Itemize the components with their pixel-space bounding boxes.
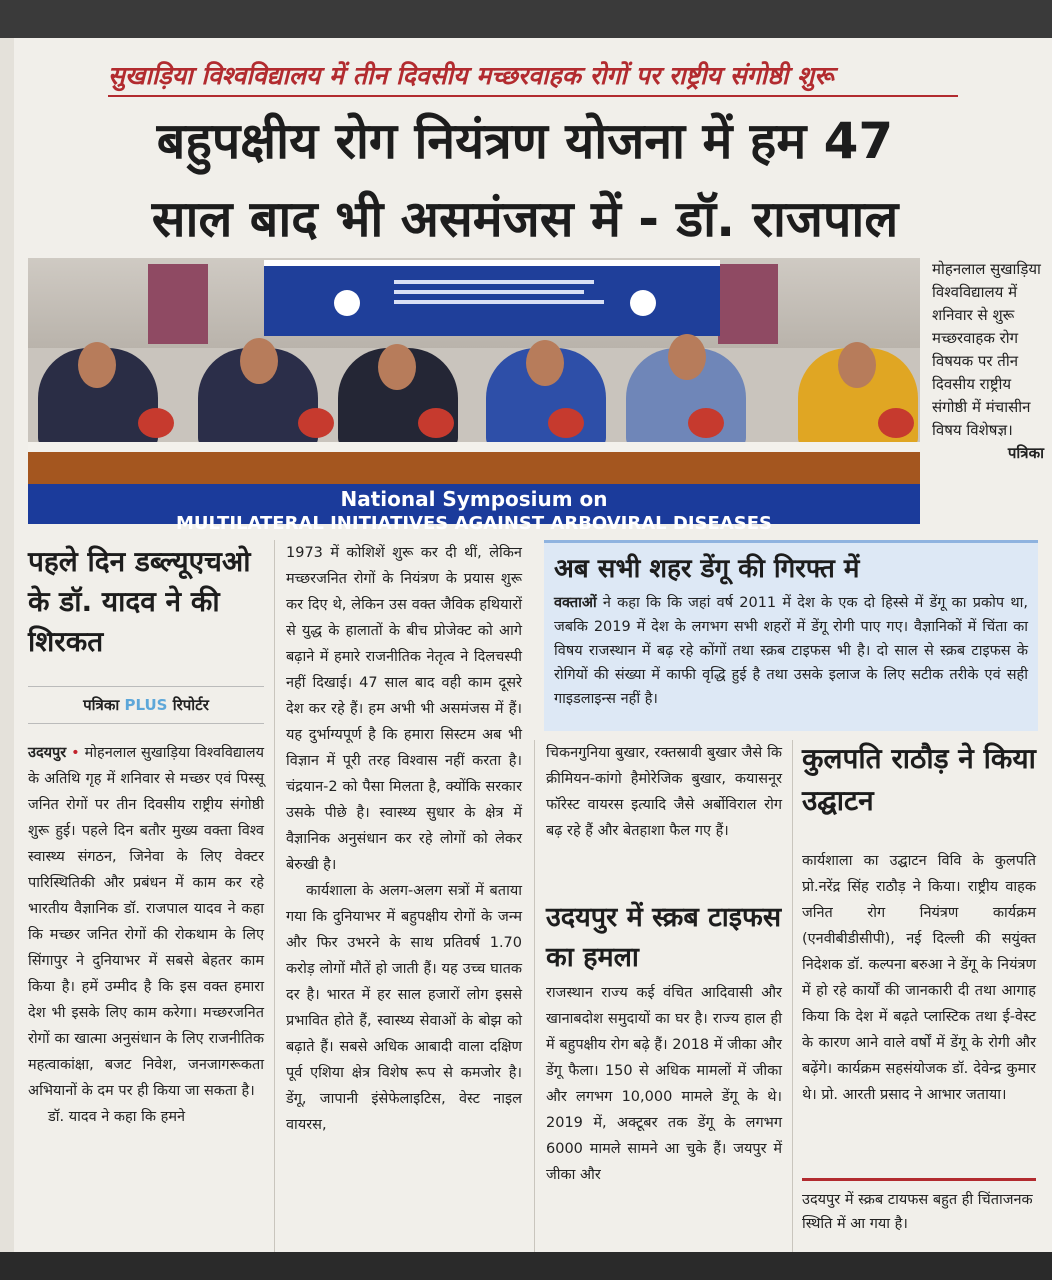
bottom-bar	[0, 1252, 1052, 1280]
banner-text-line	[394, 290, 584, 294]
column-3-bottom	[546, 980, 782, 1188]
page-margin-strip	[0, 38, 14, 1252]
person-head	[240, 338, 278, 384]
column-1	[28, 740, 264, 1130]
person-head	[838, 342, 876, 388]
banner-text: National Symposium on	[340, 487, 608, 511]
banner-text-2: MULTILATERAL INITIATIVES AGAINST ARBOVIRAL DISEASES	[176, 513, 772, 534]
person-head	[378, 344, 416, 390]
column-4-paragraph: कार्यशाला का उद्घाटन विवि के कुलपति प्रो.नरेंद्र सिंह राठौड़ ने किया। राष्ट्रीय वाहक जनित रोग नियंत्रण कार्यक्रम (एनवीबीडीसीपी), नई दिल्ली की सयुंक्त निदेशक डॉ. कल्पना बरुआ ने डेंगू के नियंत्रण में हो रहे कार्यों की जानकारी दी तथा आगाह किया कि देश में बढ़ते प्लास्टिक तथा ई-वेस्ट के कारण आने वाले वर्षों में डेंगू के रोगी और बढ़ेंगे। कार्यक्रम सहसंयोजक डॉ. देवेन्द्र कुमार थे। प्रो. आरती प्रसाद ने आभार जताया।	[802, 853, 1036, 1103]
kicker-headline: सुखाड़िया विश्वविद्यालय में तीन दिवसीय मच्छरवाहक रोगों पर राष्ट्रीय संगोष्ठी शुरू	[108, 58, 958, 97]
column-2-paragraph-2: कार्यशाला के अलग-अलग सत्रों में बताया गया कि दुनियाभर में बहुपक्षीय रोगों के जन्म और फिर उभरने के साथ प्रतिवर्ष 1.70 करोड़ लोगों मौतें हो जाती हैं। यह उच्च घातक दर है। भारत में हर साल हजारों लोग इससे प्रभावित होते हैं, स्वास्थ्य सेवाओं के बोझ को बढ़ाते हैं। सबसे अधिक आबादी वाला दक्षिण पूर्व एशिया क्षेत्र विशेष रूप से कमजोर है। डेंगू, जापानी इंसेफेलाइटिस, वेस्ट नाइल वायरस,	[286, 883, 522, 1133]
teaser-rule	[802, 1178, 1036, 1181]
newspaper-page	[0, 38, 1052, 1252]
column-divider	[792, 740, 793, 1252]
dateline-dot-icon: •	[71, 745, 80, 761]
subhead-who-doctor: पहले दिन डब्ल्यूएचओ के डॉ. यादव ने की शिरकत	[28, 545, 251, 658]
byline-brand: पत्रिका	[83, 696, 120, 714]
subhead-scrub-typhus: उदयपुर में स्क्रब टाइफस का हमला	[546, 902, 782, 973]
headline-line-1: बहुपक्षीय रोग नियंत्रण योजना में हम 47	[156, 112, 894, 170]
dengue-info-box	[544, 540, 1038, 731]
reporter-byline	[28, 686, 264, 724]
column-1-paragraph-2: डॉ. यादव ने कहा कि हमने	[48, 1109, 186, 1125]
byline-plus: PLUS	[124, 696, 168, 714]
photo-stage-banner	[264, 260, 720, 336]
dateline: उदयपुर	[28, 745, 67, 761]
flower-bouquet	[138, 408, 174, 438]
flower-bouquet	[418, 408, 454, 438]
person-head	[526, 340, 564, 386]
photo-flower-decor-right	[718, 264, 778, 344]
column-divider	[274, 540, 275, 1252]
photo-credit: पत्रिका	[1007, 444, 1044, 462]
banner-text-line	[394, 280, 594, 284]
photo-caption	[932, 258, 1044, 465]
column-1-paragraph: मोहनलाल सुखाड़िया विश्वविद्यालय के अतिथि गृह में शनिवार से मच्छर एवं पिस्सू जनित रोगों पर तीन दिवसीय राष्ट्रीय संगोष्ठी शुरू हुई। पहले दिन बतौर मुख्य वक्ता विश्व स्वास्थ्य संगठन, जिनेवा के लिए वेक्टर पारिस्थितिकी और प्रबंधन में काम कर रहे भारतीय वैज्ञानिक डॉ. राजपाल यादव ने कहा कि मच्छर जनित रोगों की रोकथाम के लिए सिंगापुर ने दुनियाभर में सबसे बेहतर काम किया है। हमें उम्मीद है कि इस वक्त हमारा देश भी इसके लिए काम करेगा। मच्छरजनित रोगों का खात्मा अनुसंधान के लिए राजनीतिक महत्वाकांक्षा, बजट निवेश, जनजागरूकता अभियानों के दम पर ही किया जा सकता है।	[28, 745, 265, 1099]
caption-text: मोहनलाल सुखाड़िया विश्वविद्यालय में शनिवार से शुरू मच्छरवाहक रोग विषयक पर तीन दिवसीय राष्ट्रीय संगोष्ठी में मंचासीन विषय विशेषज्ञ।	[932, 260, 1041, 439]
top-bar	[0, 0, 1052, 38]
person-head	[78, 342, 116, 388]
box-title: अब सभी शहर डेंगू की गिरफ्त में	[554, 554, 860, 584]
column-3-top	[546, 740, 782, 890]
flower-bouquet	[298, 408, 334, 438]
headline-line-2: साल बाद भी असमंजस में - डॉ. राजपाल	[151, 190, 899, 248]
column-divider	[534, 740, 535, 1252]
news-photo	[28, 258, 920, 534]
byline-role: रिपोर्टर	[172, 696, 209, 714]
column-2	[286, 540, 522, 1138]
flower-bouquet	[688, 408, 724, 438]
person-head	[668, 334, 706, 380]
teaser-text: उदयपुर में स्क्रब टायफस बहुत ही चिंताजनक स्थिति में आ गया है।	[802, 1192, 1033, 1232]
main-headline	[60, 102, 990, 258]
column-4	[802, 848, 1036, 1108]
box-text: ने कहा कि कि जहां वर्ष 2011 में देश के एक दो हिस्से में डेंगू का प्रकोप था, जबकि 2019 में देश के लगभग सभी शहरों में डेंगू रोगी पाए गए। वैज्ञानिकों में चिंता का विषय राजस्थान में बढ़ रहे कोंगों तथा स्क्रब टाइफस भी है। दो साल से स्क्रब टाइफस के रोगियों की संख्या में काफी वृद्धि हुई है तथा उसके इलाज के लिए सटीक तरीके एवं सही गाइडलाइन्स नहीं है।	[554, 595, 1028, 707]
column-3-paragraph-2: राजस्थान राज्य कई वंचित आदिवासी और खानाबदोश समुदायों का घर है। राज्य हाल ही में बहुपक्षीय रोग बढ़े हैं। 2018 में जीका और डेंगू फैला। 150 से अधिक मामलों में जीका और लगभग 10,000 मामले डेंगू के थे। 2019 में, अक्टूबर तक डेंगू के लगभग 6000 मामले सामने आ चुके हैं। जयपुर में जीका और	[546, 985, 782, 1183]
flower-bouquet	[548, 408, 584, 438]
university-emblem-icon	[334, 290, 360, 316]
university-emblem-icon	[630, 290, 656, 316]
flower-bouquet	[878, 408, 914, 438]
subhead-vc-inauguration: कुलपति राठौड़ ने किया उद्घाटन	[802, 742, 1036, 817]
box-lead: वक्ताओं	[554, 595, 597, 611]
column-2-paragraph: 1973 में कोशिशें शुरू कर दी थीं, लेकिन मच्छरजनित रोगों के नियंत्रण के प्रयास शुरू कर दिए थे, लेकिन उस वक्त जैविक हथियारों से युद्ध के हालातों के बीच प्रोजेक्ट को आगे बढ़ाने में हमारे राजनीतिक नेतृत्व ने दिलचस्पी नहीं दिखाई। 47 साल बाद वही काम दूसरे देश कर रहे हैं। हम अभी भी असमंजस में हैं। यह दुर्भाग्यपूर्ण है कि हमारा सिस्टम अब भी विज्ञान में पूरी तरह विश्वास नहीं करता है। चंद्रयान-2 को पैसा मिलता है, क्योंकि सरकार उसके पीछे है। स्वास्थ्य सुधार के क्षेत्र में वैज्ञानिक अनुसंधान कर रहे लोगों को लेकर बेरुखी है।	[286, 545, 522, 873]
column-3-paragraph: चिकनगुनिया बुखार, रक्तस्रावी बुखार जैसे कि क्रीमियन-कांगो हैमोरेजिक बुखार, कयासनूर फॉरेस्ट वायरस इत्यादि जैसे अर्बोविराल रोग बढ़ रहे हैं और बेतहाशा फैल गए हैं।	[546, 745, 782, 839]
photo-flower-decor-left	[148, 264, 208, 344]
banner-text-line	[394, 300, 604, 304]
box-body	[554, 591, 1028, 711]
